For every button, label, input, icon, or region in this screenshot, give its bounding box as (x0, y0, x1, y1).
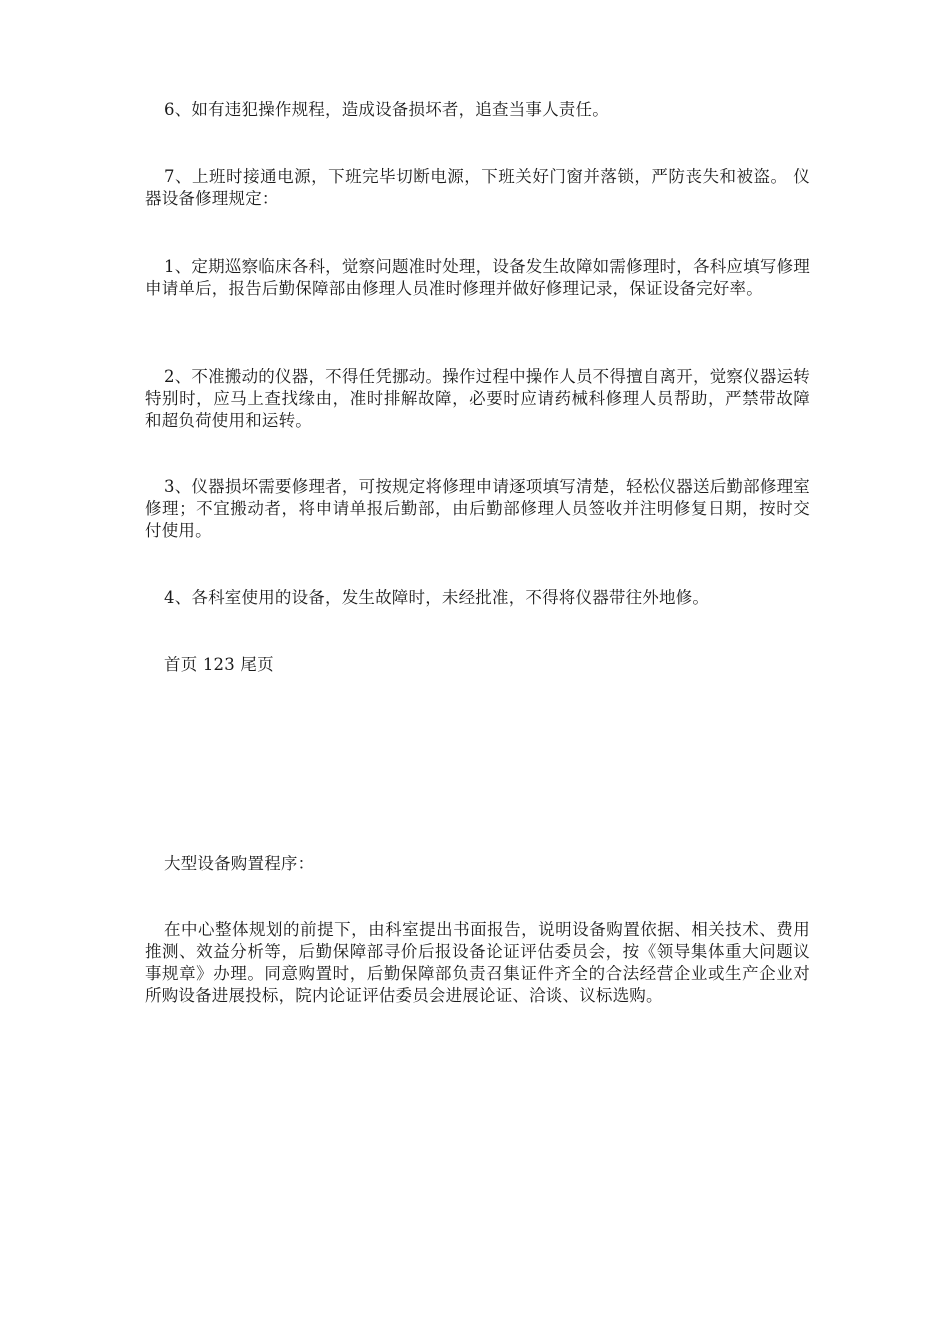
pagination-text: 首页 123 尾页 (164, 655, 274, 674)
section-heading: 大型设备购置程序： (164, 854, 315, 873)
paragraph-rule-7: 7、上班时接通电源，下班完毕切断电源，下班关好门窗并落锁，严防丧失和被盗。 仪器设备修理规定： (145, 167, 810, 208)
paragraph-procurement: 在中心整体规划的前提下，由科室提出书面报告，说明设备购置依据、相关技术、费用推测、效益分析等，后勤保障部寻价后报设备论证评估委员会，按《领导集体重大问题议事规章》办理。同意购置时，后勤保障部负责召集证件齐全的合法经营企业或生产企业对所购设备进展投标，院内论证评估委员会进展论证、洽谈、议标选购。 (145, 920, 810, 1005)
paragraph-repair-3: 3、仪器损坏需要修理者，可按规定将修理申请逐项填写清楚，轻松仪器送后勤部修理室修理；不宜搬动者，将申请单报后勤部，由后勤部修理人员签收并注明修复日期，按时交付使用。 (145, 477, 810, 540)
paragraph-repair-2: 2、不准搬动的仪器，不得任凭挪动。操作过程中操作人员不得擅自离开，觉察仪器运转特别时，应马上查找缘由，准时排解故障，必要时应请药械科修理人员帮助，严禁带故障和超负荷使用和运转。 (145, 367, 810, 430)
paragraph-repair-1: 1、定期巡察临床各科，觉察问题准时处理，设备发生故障如需修理时，各科应填写修理申请单后，报告后勤保障部由修理人员准时修理并做好修理记录，保证设备完好率。 (145, 257, 810, 298)
paragraph-rule-6: 6、如有违犯操作规程，造成设备损坏者，追查当事人责任。 (164, 100, 609, 119)
paragraph-repair-4: 4、各科室使用的设备，发生故障时，未经批准，不得将仪器带往外地修。 (164, 588, 710, 607)
